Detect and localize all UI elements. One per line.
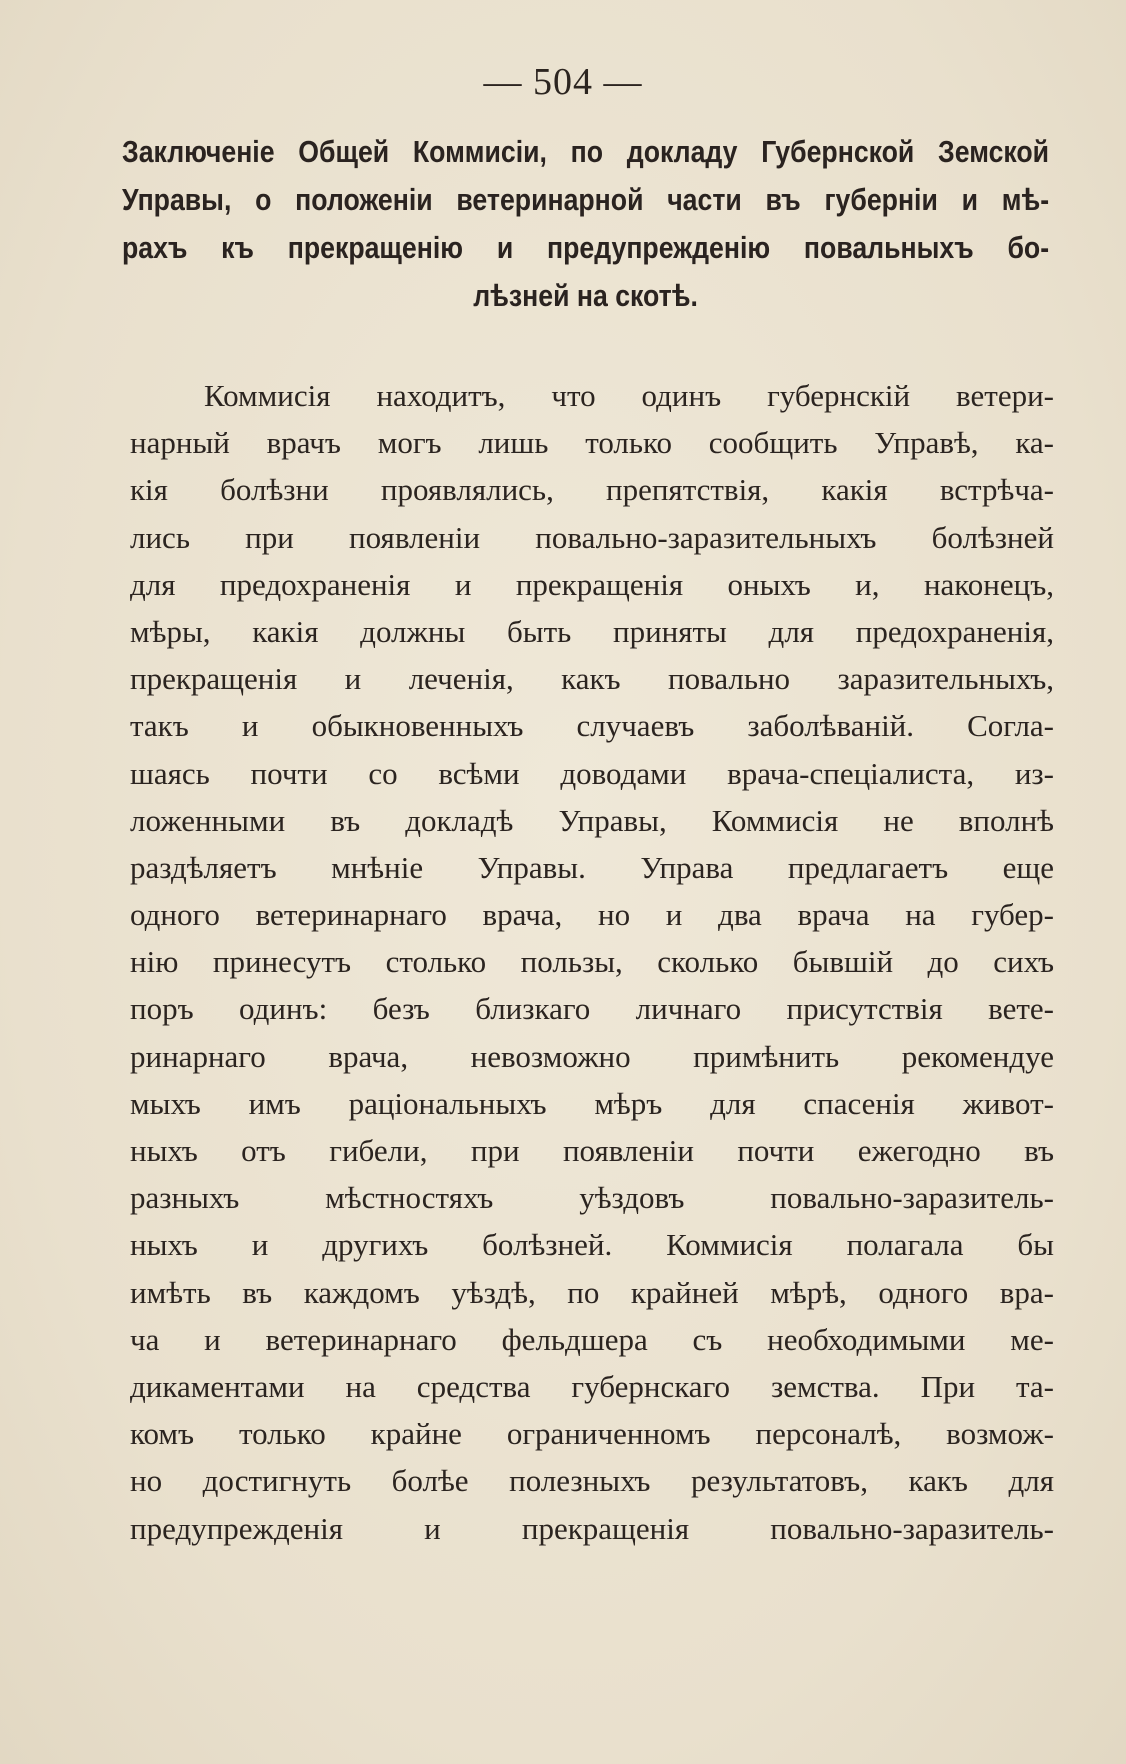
text-line: ныхъ и другихъ болѣзней. Коммисія полагала бы (130, 1227, 1054, 1263)
text-line: такъ и обыкновенныхъ случаевъ заболѣваній. Согла- (130, 708, 1054, 744)
text-line: но достигнуть болѣе полезныхъ результатовъ, какъ для (130, 1463, 1054, 1499)
text-line: одного ветеринарнаго врача, но и два врача на губер- (130, 897, 1054, 933)
text-line: ныхъ отъ гибели, при появленіи почти ежегодно въ (130, 1133, 1054, 1168)
text-line: прекращенія и леченія, какъ повально заразительныхъ, (130, 661, 1054, 697)
text-line: для предохраненія и прекращенія оныхъ и, наконецъ, (130, 566, 1054, 602)
text-line: предупрежденія и прекращенія повально-заразитель- (130, 1510, 1054, 1546)
text-line: имѣть въ каждомъ уѣздѣ, по крайней мѣрѣ, одного вра- (130, 1274, 1054, 1310)
text-line: Коммисія находитъ, что одинъ губернскій ветери- (204, 378, 1054, 413)
text-line: ча и ветеринарнаго фельдшера съ необходимыми ме- (130, 1321, 1054, 1357)
section-heading (122, 128, 1050, 320)
heading-line: Управы, о положеніи ветеринарной части въ губерніи и мѣ- (122, 182, 1050, 217)
text-line: поръ одинъ: безъ близкаго личнаго присутствія вете- (130, 991, 1054, 1027)
text-line: раздѣляетъ мнѣніе Управы. Управа предлагаетъ еще (130, 849, 1054, 885)
body-paragraph (130, 372, 1054, 1552)
text-line: ринарнаго врача, невозможно примѣнить рекомендуе (130, 1038, 1054, 1074)
heading-line: Заключеніе Общей Коммисіи, по докладу Губернской Земской (122, 134, 1050, 169)
text-line: лись при появленіи повально-заразительныхъ болѣзней (130, 519, 1054, 555)
text-line: разныхъ мѣстностяхъ уѣздовъ повально-заразитель- (130, 1180, 1054, 1216)
text-line: шаясь почти со всѣми доводами врача-спеціалиста, из- (130, 755, 1054, 791)
text-line: нію принесутъ столько пользы, сколько бывшій до сихъ (130, 944, 1054, 980)
page-number: — 504 — (483, 61, 643, 103)
text-line: нарный врачъ могъ лишь только сообщить Управѣ, ка- (130, 425, 1054, 461)
text-line: ложенными въ докладѣ Управы, Коммисія не вполнѣ (130, 802, 1054, 838)
text-line: комъ только крайне ограниченномъ персоналѣ, возмож- (130, 1416, 1054, 1452)
text-line: дикаментами на средства губернскаго земства. При та- (130, 1368, 1054, 1404)
heading-line: рахъ къ прекращенію и предупрежденію повальныхъ бо- (122, 230, 1050, 265)
text-line: кія болѣзни проявлялись, препятствія, какія встрѣча- (130, 472, 1054, 508)
heading-line: лѣзней на скотѣ. (473, 278, 698, 313)
text-line: мыхъ имъ раціональныхъ мѣръ для спасенія живот- (130, 1085, 1054, 1121)
text-line: мѣры, какія должны быть приняты для предохраненія, (130, 613, 1054, 649)
